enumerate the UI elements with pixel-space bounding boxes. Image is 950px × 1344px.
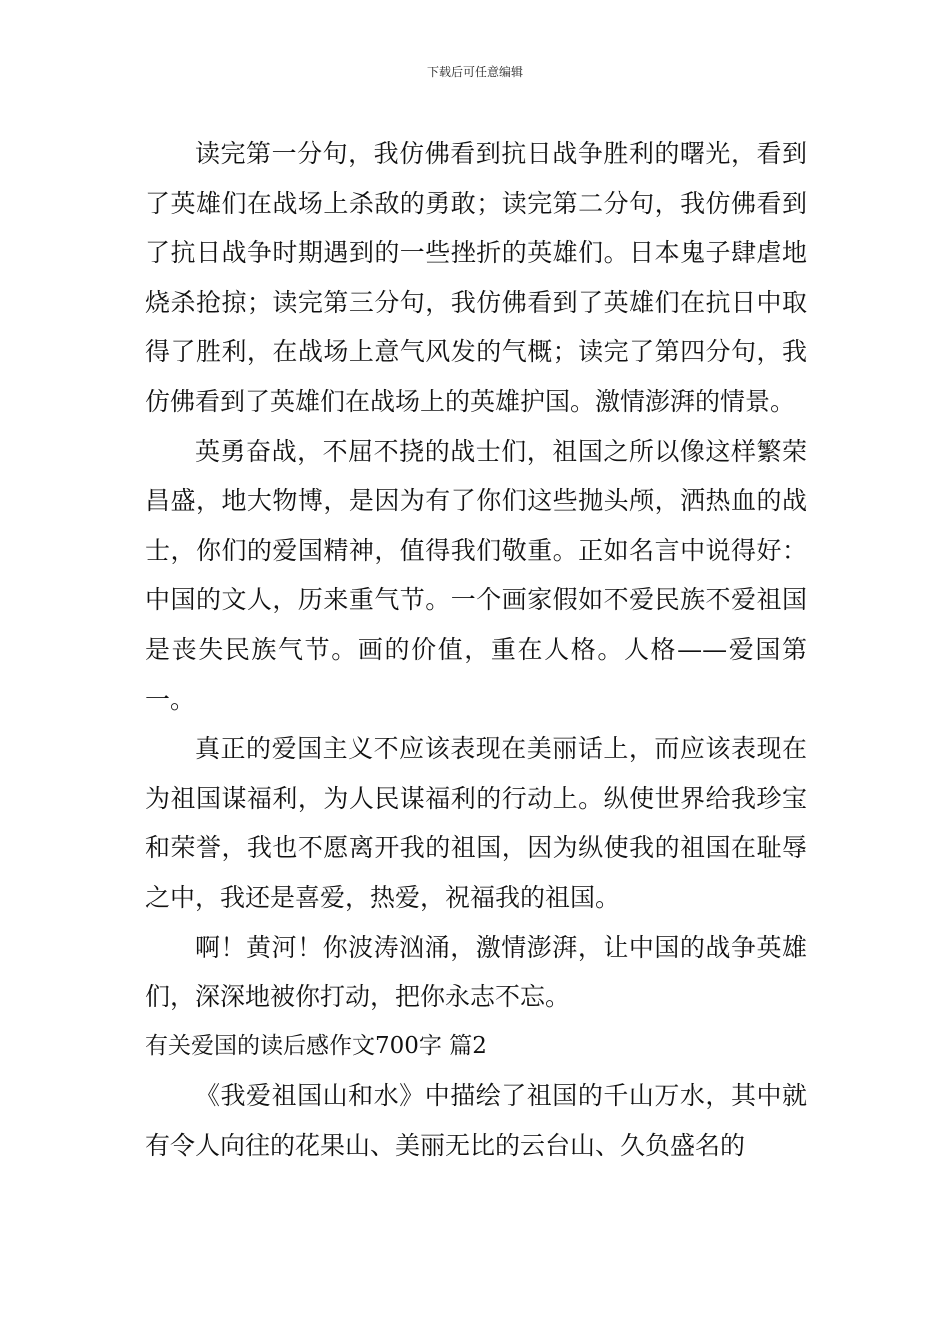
paragraph-yellow-river: 啊！黄河！你波涛汹涌，激情澎湃，让中国的战争英雄们，深深地被你打动，把你永志不忘。 <box>145 932 807 1012</box>
document-body <box>145 129 807 1170</box>
paragraph-brave-soldiers: 英勇奋战，不屈不挠的战士们，祖国之所以像这样繁荣昌盛，地大物博，是因为有了你们这些抛头颅，洒热血的战士，你们的爱国精神，值得我们敬重。正如名言中说得好：中国的文人，历来重气节。一个画家假如不爱民族不爱祖国是丧失民族气节。画的价值，重在人格。人格——爱国第一。 <box>145 436 807 714</box>
paragraph-mountains-and-rivers: 《我爱祖国山和水》中描绘了祖国的千山万水，其中就有令人向往的花果山、美丽无比的云台山、久负盛名的 <box>145 1081 807 1160</box>
section-heading: 有关爱国的读后感作文700字 篇2 <box>145 1032 487 1059</box>
paragraph-reading-reflection: 读完第一分句，我仿佛看到抗日战争胜利的曙光，看到了英雄们在战场上杀敌的勇敢；读完第二分句，我仿佛看到了抗日战争时期遇到的一些挫折的英雄们。日本鬼子肆虐地烧杀抢掠；读完第三分句，我仿佛看到了英雄们在抗日中取得了胜利，在战场上意气风发的气概；读完了第四分句，我仿佛看到了英雄们在战场上的英雄护国。激情澎湃的情景。 <box>145 139 807 416</box>
page-header-note: 下载后可任意编辑 <box>426 65 523 79</box>
paragraph-true-patriotism: 真正的爱国主义不应该表现在美丽话上，而应该表现在为祖国谋福利，为人民谋福利的行动上。纵使世界给我珍宝和荣誉，我也不愿离开我的祖国，因为纵使我的祖国在耻辱之中，我还是喜爱，热爱，祝福我的祖国。 <box>145 734 807 912</box>
